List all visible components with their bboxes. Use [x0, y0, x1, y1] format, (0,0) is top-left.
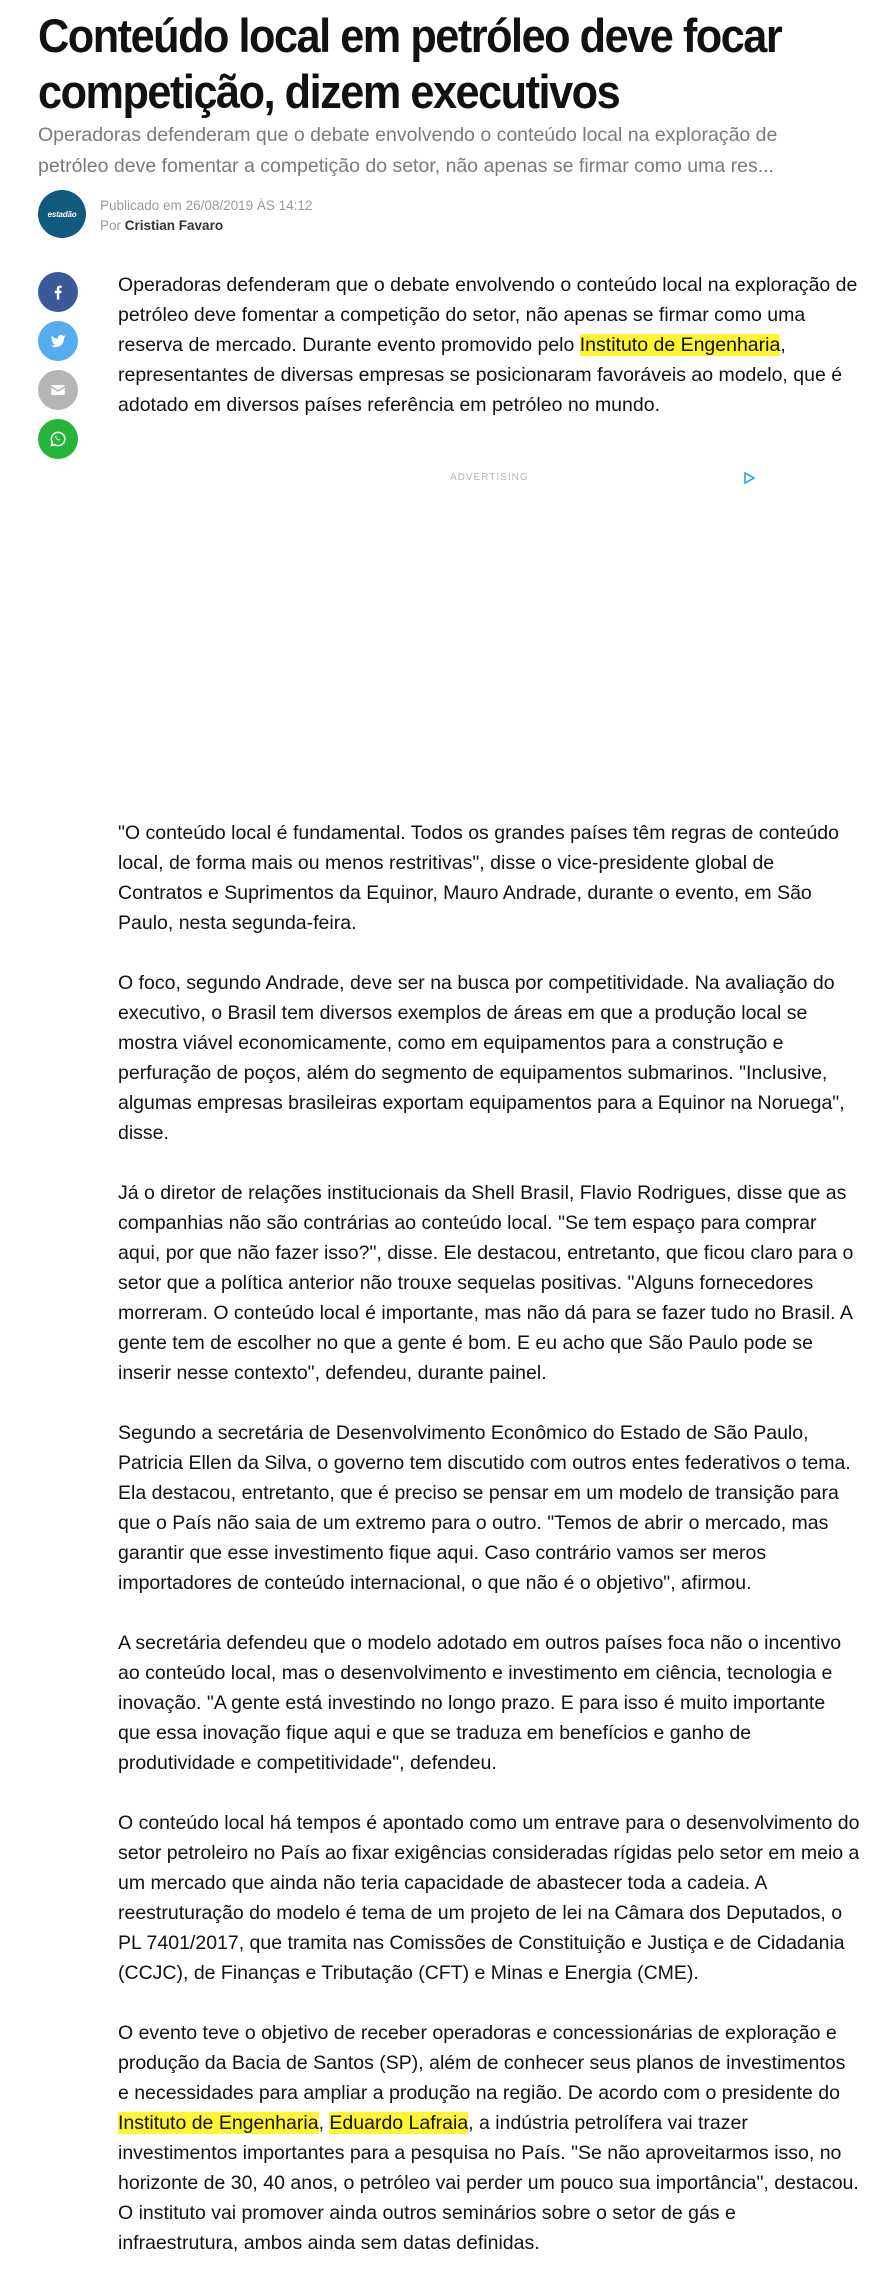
- headline-line-1: Conteúdo local em petróleo deve focar: [38, 9, 782, 62]
- article-body: [118, 818, 860, 2278]
- eduardo-lafraia-link[interactable]: Eduardo Lafraia: [329, 2112, 469, 2134]
- article-paragraph-1: [118, 270, 860, 420]
- byline-meta: [100, 196, 312, 236]
- p1-text-a: Operadoras defenderam que o debate envolvendo o conteúdo local na exploração de petróleo deve fomentar a competição do setor, não apenas se firmar como uma reserva de mercado. Durante evento promovido pelo: [118, 274, 858, 356]
- instituto-engenharia-link-2[interactable]: Instituto de Engenharia: [118, 2112, 319, 2134]
- share-bar: [38, 272, 78, 468]
- article-paragraph-5: Segundo a secretária de Desenvolvimento Econômico do Estado de São Paulo, Patricia Ellen da Silva, o governo tem discutido com outros entes federativos o tema. Ela destacou, entretanto, que é preciso se pensar em um modelo de transição para que o País não saia de um extremo para o outro. "Temos de abrir o mercado, mas garantir que esse investimento fique aqui. Caso contrário vamos ser meros importadores de conteúdo internacional, o que não é o objetivo", afirmou.: [118, 1422, 851, 1594]
- author-name[interactable]: Cristian Favaro: [124, 218, 224, 233]
- p8-separator: ,: [318, 2112, 330, 2134]
- article-paragraph-8: [118, 2018, 860, 2258]
- publish-info: [100, 196, 312, 216]
- article-subtitle: Operadoras defenderam que o debate envolvendo o conteúdo local na exploração de petróleo deve fomentar a competição do setor, não apenas se firmar como uma res...: [38, 124, 778, 177]
- published-date: 26/08/2019 ÀS 14:12: [185, 198, 313, 213]
- article-headline: [38, 8, 792, 120]
- p8-text-b: , a indústria petrolífera vai trazer investimentos importantes para a pesquisa no País. "Se não aproveitarmos isso, no horizonte de 30, 40 anos, o petróleo vai perder um pouco sua importância", destacou. O instituto vai promover ainda outros seminários sobre o setor de gás e infraestrutura, ambos ainda sem datas definidas.: [118, 2112, 859, 2254]
- facebook-icon: [48, 282, 68, 302]
- share-email-button[interactable]: [38, 370, 78, 410]
- p1-text-b: , representantes de diversas empresas se posicionaram favoráveis ao modelo, que é adotado em diversos países referência em petróleo no mundo.: [118, 334, 843, 416]
- article-paragraph-3: O foco, segundo Andrade, deve ser na busca por competitividade. Na avaliação do executivo, o Brasil tem diversos exemplos de áreas em que a produção local se mostra viável economicamente, como em equipamentos para a construção e perfuração de poços, além do segmento de equipamentos submarinos. "Inclusive, algumas empresas brasileiras exportam equipamentos para a Equinor na Noruega", disse.: [118, 972, 845, 1144]
- advertising-label: ADVERTISING: [450, 472, 529, 483]
- avatar-logo-text: estadão: [47, 209, 77, 219]
- author-byline: [38, 190, 438, 240]
- published-prefix: Publicado em: [100, 198, 182, 213]
- p8-text-a: O evento teve o objetivo de receber operadoras e concessionárias de exploração e produção da Bacia de Santos (SP), além de conhecer seus planos de investimentos e necessidades para ampliar a produção na região. De acordo com o presidente do: [118, 2022, 846, 2104]
- instituto-engenharia-link[interactable]: Instituto de Engenharia: [579, 334, 781, 356]
- publisher-avatar[interactable]: [38, 190, 86, 238]
- article-paragraph-2: "O conteúdo local é fundamental. Todos os grandes países têm regras de conteúdo local, de forma mais ou menos restritivas", disse o vice-presidente global de Contratos e Suprimentos da Equinor, Mauro Andrade, durante o evento, em São Paulo, nesta segunda-feira.: [118, 822, 839, 934]
- email-icon: [48, 380, 68, 400]
- author-info: [100, 216, 312, 236]
- whatsapp-icon: [48, 429, 68, 449]
- article-body-intro: [118, 270, 860, 450]
- share-whatsapp-button[interactable]: [38, 419, 78, 459]
- share-twitter-button[interactable]: [38, 321, 78, 361]
- twitter-icon: [48, 331, 68, 351]
- adchoices-icon[interactable]: [742, 471, 756, 485]
- headline-line-2: competição, dizem executivos: [38, 65, 620, 118]
- author-prefix: Por: [100, 218, 122, 233]
- article-paragraph-4: Já o diretor de relações institucionais da Shell Brasil, Flavio Rodrigues, disse que as companhias não são contrárias ao conteúdo local. "Se tem espaço para comprar aqui, por que não fazer isso?", disse. Ele destacou, entretanto, que ficou claro para o setor que a política anterior não trouxe sequelas positivas. "Alguns fornecedores morreram. O conteúdo local é importante, mas não dá para se fazer tudo no Brasil. A gente tem de escolher no que a gente é bom. E eu acho que São Paulo pode se inserir nesse contexto", defendeu, durante painel.: [118, 1182, 854, 1384]
- article-paragraph-6: A secretária defendeu que o modelo adotado em outros países foca não o incentivo ao conteúdo local, mas o desenvolvimento e investimento em ciência, tecnologia e inovação. "A gente está investindo no longo prazo. E para isso é muito importante que essa inovação fique aqui e que se traduza em benefícios e ganho de produtividade e competitividade", defendeu.: [118, 1632, 842, 1774]
- article-paragraph-7: O conteúdo local há tempos é apontado como um entrave para o desenvolvimento do setor petroleiro no País ao fixar exigências consideradas rígidas pelo setor em meio a um mercado que ainda não teria capacidade de abastecer toda a cadeia. A reestruturação do modelo é tema de um projeto de lei na Câmara dos Deputados, o PL 7401/2017, que tramita nas Comissões de Constituição e Justiça e de Cidadania (CCJC), de Finanças e Tributação (CFT) e Minas e Energia (CME).: [118, 1812, 860, 1984]
- share-facebook-button[interactable]: [38, 272, 78, 312]
